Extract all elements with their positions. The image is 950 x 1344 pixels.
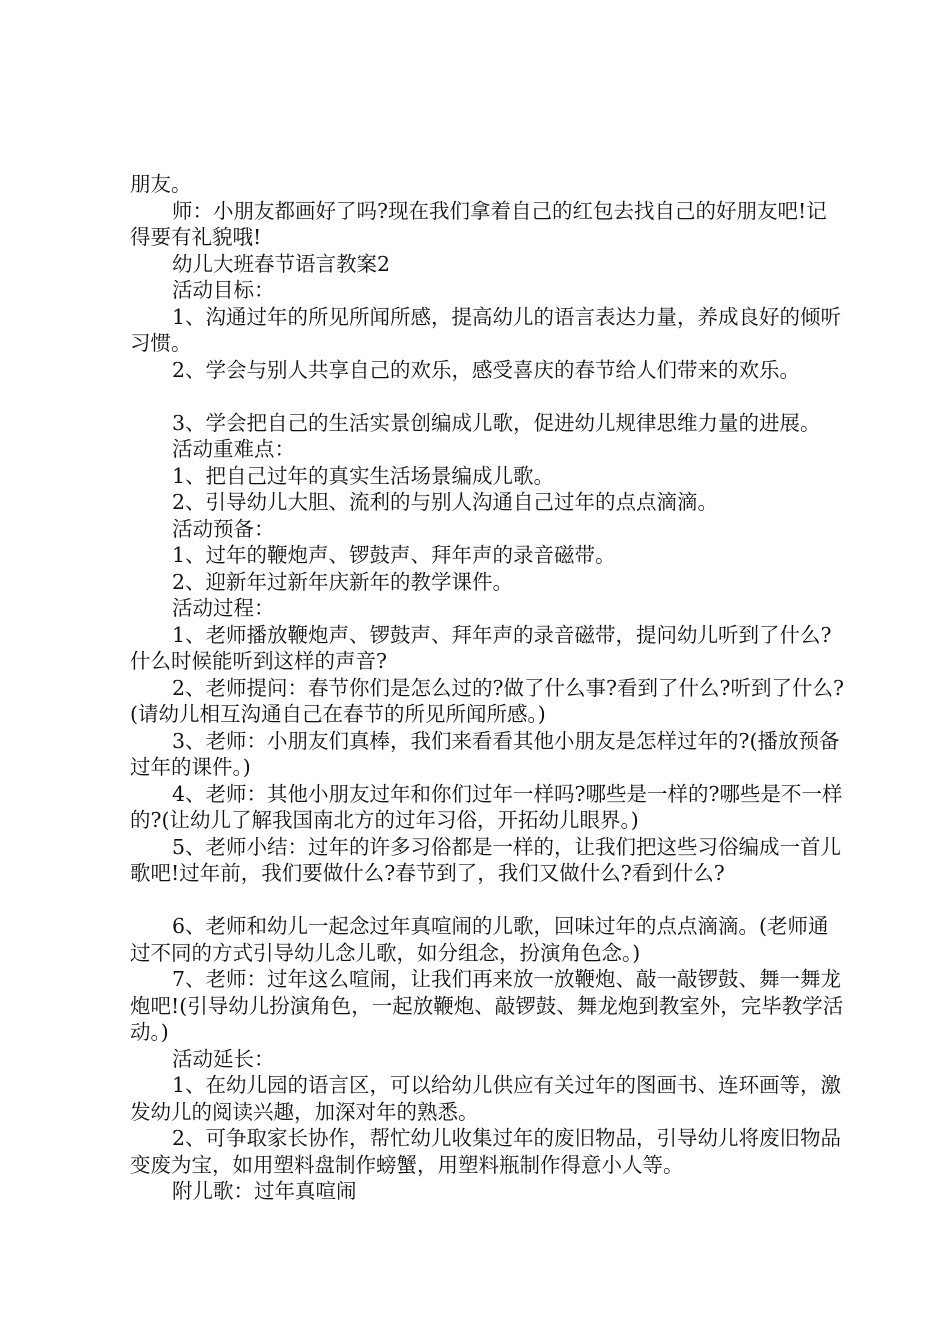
preparation-item: 2、迎新年过新年庆新年的教学课件。 <box>172 569 514 594</box>
section-heading-key-points: 活动重难点： <box>172 437 295 461</box>
process-step: 1、老师播放鞭炮声、锣鼓声、拜年声的录音磁带，提问幼儿听到了什么?什么时候能听到这样的声音? <box>130 622 832 673</box>
appendix-heading: 附儿歌：过年真喧闹 <box>172 1179 357 1203</box>
process-step: 3、老师：小朋友们真棒，我们来看看其他小朋友是怎样过年的?(播放预备过年的课件。) <box>130 728 840 779</box>
process-step: 7、老师：过年这么喧闹，让我们再来放一放鞭炮、敲一敲锣鼓、舞一舞龙炮吧!(引导幼儿扮演角色，一起放鞭炮、敲锣鼓、舞龙炮到教室外，完毕教学活动。) <box>130 967 844 1044</box>
lesson-title: 幼儿大班春节语言教案2 <box>172 251 391 276</box>
process-step: 5、老师小结：过年的许多习俗都是一样的，让我们把这些习俗编成一首儿歌吧!过年前，我们要做什么?春节到了，我们又做什么?看到什么? <box>130 834 842 885</box>
process-step: 4、老师：其他小朋友过年和你们过年一样吗?哪些是一样的?哪些是不一样的?(让幼儿了解我国南北方的过年习俗，开拓幼儿眼界。) <box>130 781 843 832</box>
section-heading-process: 活动过程： <box>172 596 275 620</box>
key-point-item: 2、引导幼儿大胆、流利的与别人沟通自己过年的点点滴滴。 <box>172 490 719 514</box>
key-point-item: 1、把自己过年的真实生活场景编成儿歌。 <box>172 463 555 488</box>
section-heading-goals: 活动目标： <box>172 278 275 302</box>
preparation-item: 1、过年的鞭炮声、锣鼓声、拜年声的录音磁带。 <box>172 543 616 567</box>
goal-item: 1、沟通过年的所见所闻所感，提高幼儿的语言表达力量，养成良好的倾听习惯。 <box>130 304 842 355</box>
goal-item: 3、学会把自己的生活实景创编成儿歌，促进幼儿规律思维力量的进展。 <box>172 410 821 435</box>
section-heading-preparation: 活动预备： <box>172 516 275 541</box>
goal-item: 2、学会与别人共享自己的欢乐，感受喜庆的春节给人们带来的欢乐。 <box>172 357 801 382</box>
document-body <box>130 171 845 1205</box>
extension-item: 1、在幼儿园的语言区，可以给幼儿供应有关过年的图画书、连环画等，激发幼儿的阅读兴趣，加深对年的熟悉。 <box>130 1073 842 1124</box>
paragraph-teacher-remark: 师：小朋友都画好了吗?现在我们拿着自己的红包去找自己的好朋友吧!记得要有礼貌哦! <box>130 198 827 249</box>
process-step: 2、老师提问：春节你们是怎么过的?做了什么事?看到了什么?听到了什么?(请幼儿相互沟通自己在春节的所见所闻所感。) <box>130 675 845 726</box>
blank-line <box>130 887 845 914</box>
section-heading-extension: 活动延长： <box>172 1046 275 1071</box>
process-step: 6、老师和幼儿一起念过年真喧闹的儿歌，回味过年的点点滴滴。(老师通过不同的方式引导幼儿念儿歌，如分组念，扮演角色念。) <box>130 914 829 965</box>
paragraph-continuation: 朋友。 <box>130 172 192 196</box>
extension-item: 2、可争取家长协作，帮忙幼儿收集过年的废旧物品，引导幼儿将废旧物品变废为宝，如用塑料盘制作螃蟹，用塑料瓶制作得意小人等。 <box>130 1126 842 1177</box>
blank-line <box>130 383 845 410</box>
